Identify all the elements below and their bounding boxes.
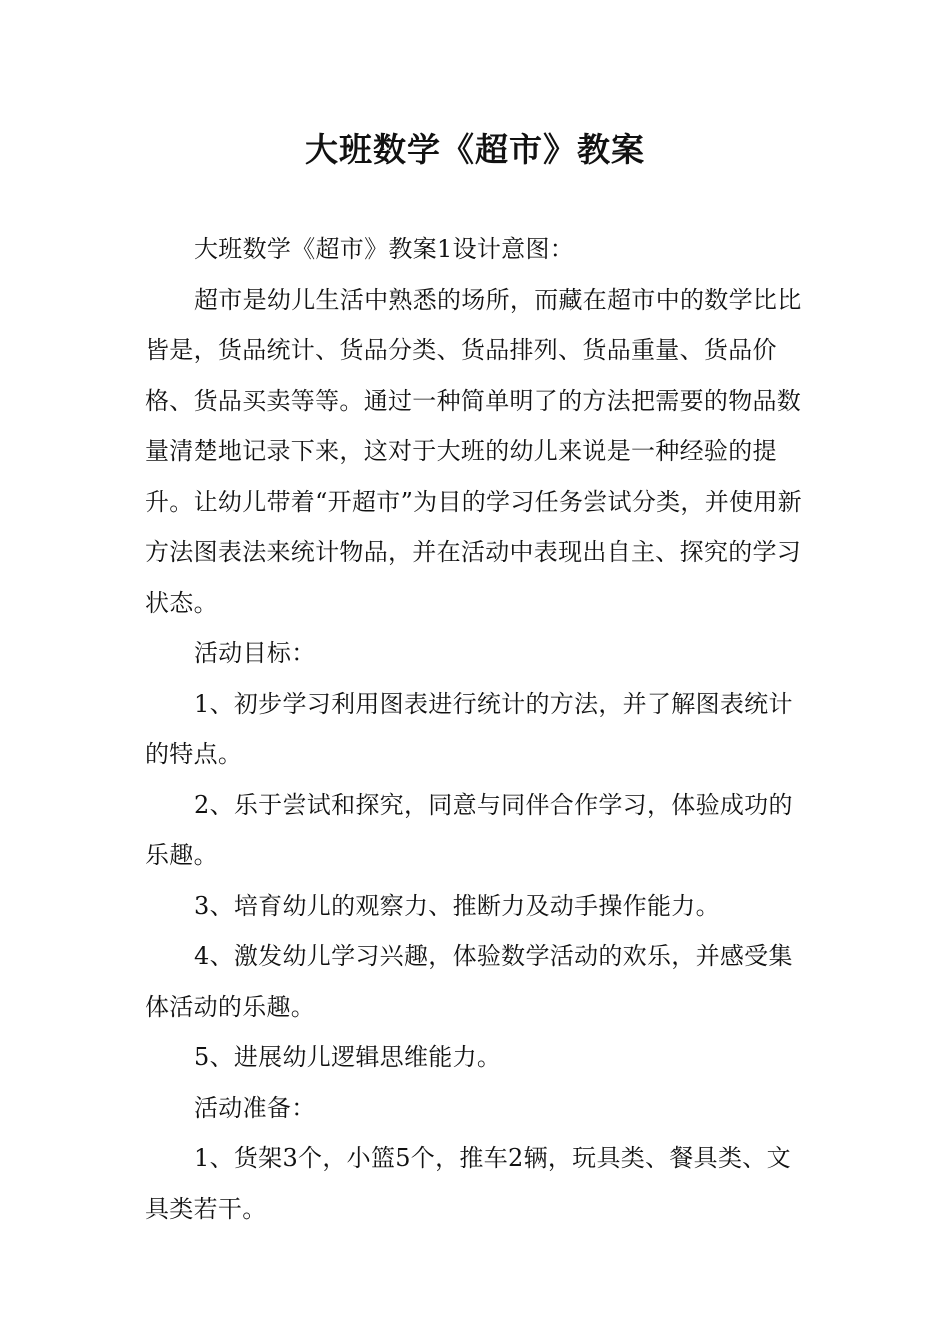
paragraph-preparation-1: 1、货架3个，小篮5个，推车2辆，玩具类、餐具类、文具类若干。 bbox=[145, 1144, 791, 1223]
document-body bbox=[145, 224, 810, 1234]
paragraph-goal-3: 3、培育幼儿的观察力、推断力及动手操作能力。 bbox=[194, 891, 720, 920]
paragraph-goal-4: 4、激发幼儿学习兴趣，体验数学活动的欢乐，并感受集体活动的乐趣。 bbox=[145, 942, 793, 1021]
paragraph-goal-5: 5、进展幼儿逻辑思维能力。 bbox=[194, 1043, 502, 1071]
paragraph-design-intent: 超市是幼儿生活中熟悉的场所，而藏在超市中的数学比比皆是，货品统计、货品分类、货品排列、货品重量、货品价格、货品买卖等等。通过一种简单明了的方法把需要的物品数量清楚地记录下来，这对于大班的幼儿来说是一种经验的提升。让幼儿带着“开超市”为目的学习任务尝试分类，并使用新方法图表法来统计物品，并在活动中表现出自主、探究的学习状态。 bbox=[145, 285, 802, 617]
paragraph-design-intent-heading: 大班数学《超市》教案1设计意图： bbox=[194, 235, 575, 263]
paragraph-goal-1: 1、初步学习利用图表进行统计的方法，并了解图表统计的特点。 bbox=[145, 689, 793, 768]
paragraph-preparation-heading: 活动准备： bbox=[194, 1093, 316, 1122]
paragraph-goal-2: 2、乐于尝试和探究，同意与同伴合作学习，体验成功的乐趣。 bbox=[145, 790, 793, 869]
document-title: 大班数学《超市》教案 bbox=[305, 130, 645, 169]
paragraph-goals-heading: 活动目标： bbox=[194, 639, 316, 667]
